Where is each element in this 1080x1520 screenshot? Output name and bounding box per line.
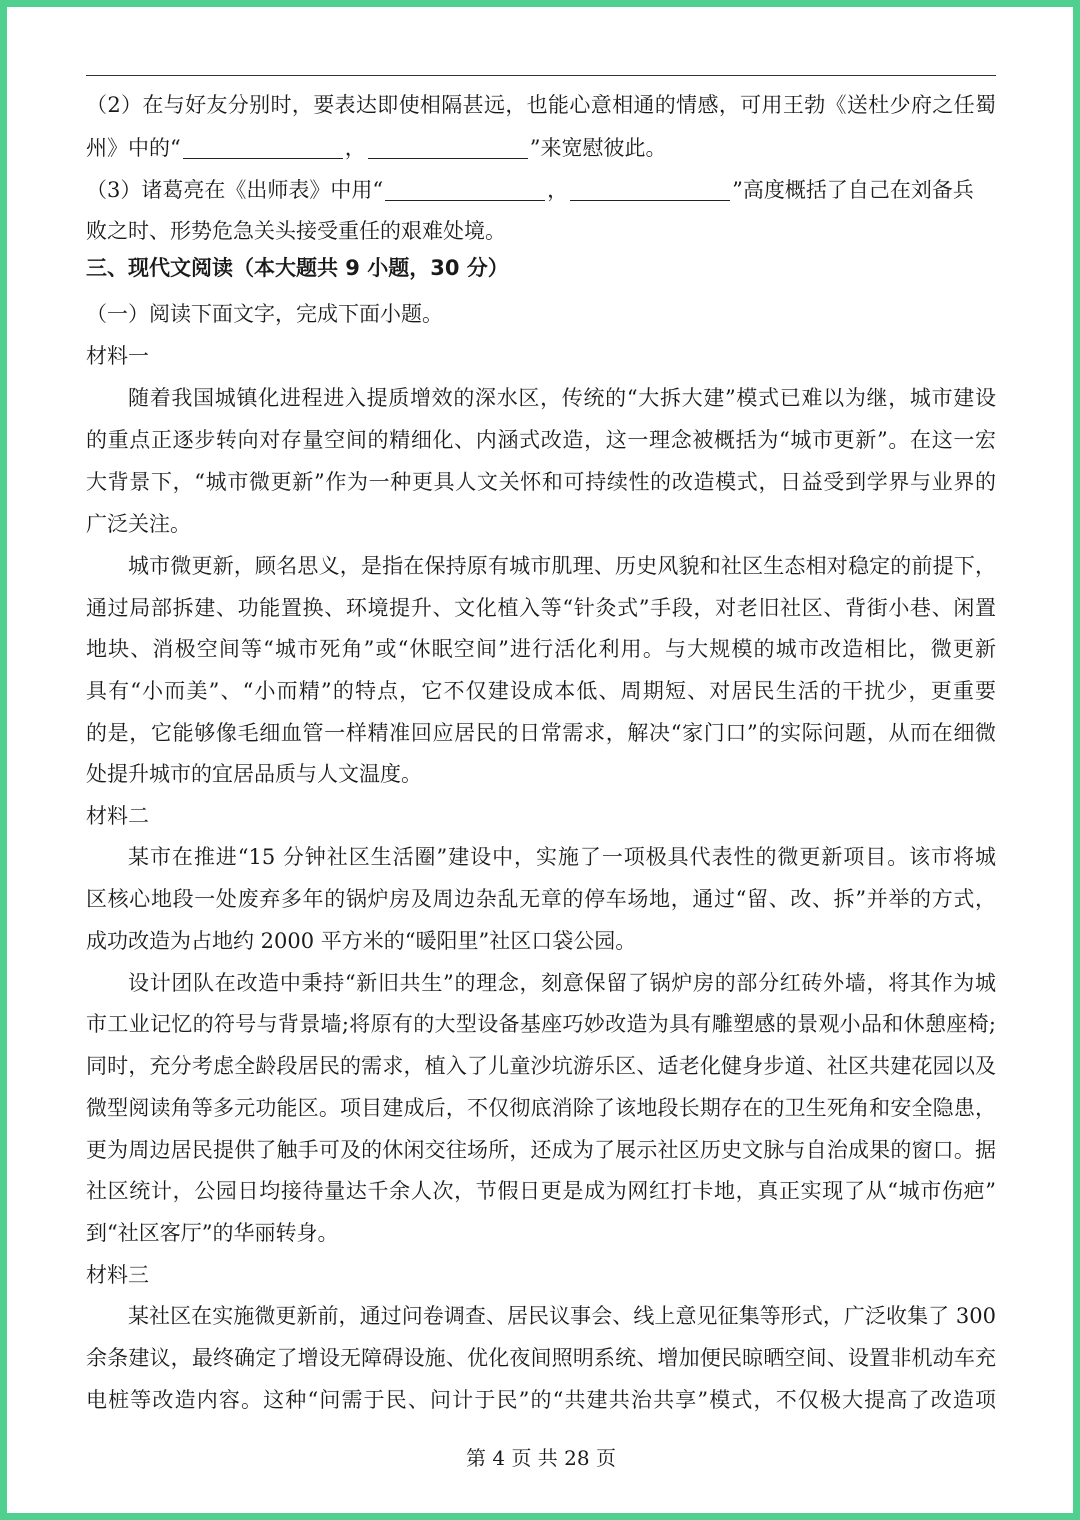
material-3-title: 材料三 — [86, 1263, 149, 1287]
question-3-text-post: ”高度概括了自己在刘备兵 — [732, 178, 974, 202]
material-2-p1-line: 区核心地段一处废弃多年的锅炉房及周边杂乱无章的停车场地，通过“留、改、拆”并举的方式， — [86, 887, 996, 911]
material-1-p1-line: 广泛关注。 — [86, 512, 191, 536]
material-2-p2-line: 市工业记忆的符号与背景墙;将原有的大型设备基座巧妙改造为具有雕塑感的景观小品和休憩座椅; — [86, 1012, 996, 1036]
subsection-instruction: （一）阅读下面文字，完成下面小题。 — [86, 302, 443, 326]
question-2-text-pre: 州》中的“ — [86, 136, 181, 160]
answer-blank-2 — [368, 134, 528, 159]
question-2-line-1: （2）在与好友分别时，要表达即使相隔甚远，也能心意相通的情感，可用王勃《送杜少府之任蜀 — [86, 93, 996, 117]
material-1-p2-line: 具有“小而美”、“小而精”的特点，它不仅建设成本低、周期短、对居民生活的干扰少，更重要 — [86, 679, 996, 703]
material-2-title: 材料二 — [86, 804, 149, 828]
question-3-text-pre: （3）诸葛亮在《出师表》中用“ — [86, 178, 384, 202]
material-2-p2-line: 到“社区客厅”的华丽转身。 — [86, 1221, 339, 1245]
material-2-p2-line: 社区统计，公园日均接待量达千余人次，节假日更是成为网红打卡地，真正实现了从“城市伤疤” — [86, 1179, 996, 1203]
question-2-line-2 — [86, 127, 996, 169]
material-3-p1-line: 某社区在实施微更新前，通过问卷调查、居民议事会、线上意见征集等形式，广泛收集了 300 — [128, 1304, 996, 1328]
material-1-p2-line: 处提升城市的宜居品质与人文温度。 — [86, 762, 422, 786]
material-2-p2-line: 更为周边居民提供了触手可及的休闲交往场所，还成为了展示社区历史文脉与自治成果的窗口。据 — [86, 1138, 996, 1162]
material-2-p2-line: 微型阅读角等多元功能区。项目建成后，不仅彻底消除了该地段长期存在的卫生死角和安全隐患， — [86, 1096, 996, 1120]
answer-blank-3 — [385, 176, 545, 201]
question-3-text-mid: ， — [547, 178, 569, 202]
material-1-p2-line: 通过局部拆建、功能置换、环境提升、文化植入等“针灸式”手段，对老旧社区、背街小巷、闲置 — [86, 596, 996, 620]
material-1-p1-line: 的重点正逐步转向对存量空间的精细化、内涵式改造，这一理念被概括为“城市更新”。在这一宏 — [86, 428, 996, 452]
material-3-p1-line: 余条建议，最终确定了增设无障碍设施、优化夜间照明系统、增加便民晾晒空间、设置非机动车充 — [86, 1346, 996, 1370]
material-2-p1-line: 某市在推进“15 分钟社区生活圈”建设中，实施了一项极具代表性的微更新项目。该市将城 — [128, 845, 996, 869]
material-1-p2-line: 地块、消极空间等“城市死角”或“休眠空间”进行活化利用。与大规模的城市改造相比，微更新 — [86, 637, 996, 661]
answer-blank-4 — [570, 176, 730, 201]
header-rule — [86, 75, 996, 76]
material-3-p1-line: 电桩等改造内容。这种“问需于民、问计于民”的“共建共治共享”模式，不仅极大提高了改造项 — [86, 1388, 996, 1412]
page-number-footer: 第 4 页 共 28 页 — [466, 1446, 616, 1470]
material-1-title: 材料一 — [86, 344, 149, 368]
material-1-p2-line: 的是，它能够像毛细血管一样精准回应居民的日常需求，解决“家门口”的实际问题，从而在细微 — [86, 721, 996, 745]
question-3-line-2: 败之时、形势危急关头接受重任的艰难处境。 — [86, 219, 506, 243]
material-1-p1-line: 大背景下，“城市微更新”作为一种更具人文关怀和可持续性的改造模式，日益受到学界与业界的 — [86, 470, 996, 494]
answer-blank-1 — [183, 134, 343, 159]
question-2-text-post: ”来宽慰彼此。 — [529, 136, 667, 160]
question-2-text-mid: ， — [344, 136, 366, 160]
material-2-p1-line: 成功改造为占地约 2000 平方米的“暖阳里”社区口袋公园。 — [86, 929, 637, 953]
material-2-p2-line: 同时，充分考虑全龄段居民的需求，植入了儿童沙坑游乐区、适老化健身步道、社区共建花园以及 — [86, 1054, 996, 1078]
section-heading: 三、现代文阅读（本大题共 9 小题，30 分） — [86, 256, 509, 280]
material-2-p2-line: 设计团队在改造中秉持“新旧共生”的理念，刻意保留了锅炉房的部分红砖外墙，将其作为城 — [128, 971, 996, 995]
material-1-p1-line: 随着我国城镇化进程进入提质增效的深水区，传统的“大拆大建”模式已难以为继，城市建设 — [128, 386, 996, 410]
question-3-line-1 — [86, 169, 996, 211]
material-1-p2-line: 城市微更新，顾名思义，是指在保持原有城市肌理、历史风貌和社区生态相对稳定的前提下， — [128, 554, 996, 578]
